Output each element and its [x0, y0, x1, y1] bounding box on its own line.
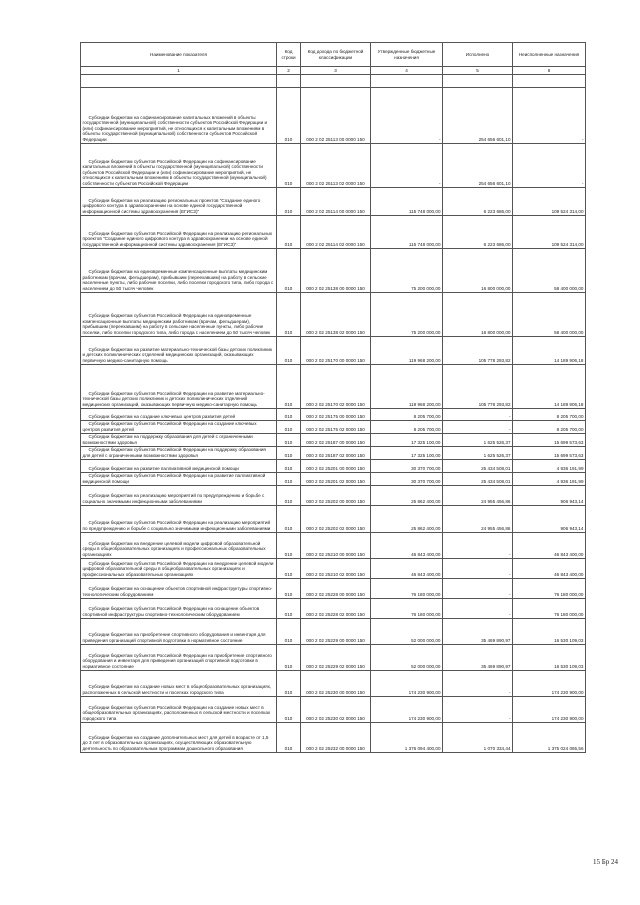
- report-page: [80, 42, 585, 753]
- header-unexecuted: Неисполненные назначения: [513, 43, 586, 67]
- row-executed: -: [443, 578, 513, 598]
- row-approved: 174 230 900,00: [371, 670, 443, 696]
- row-executed: 25 434 508,01: [443, 472, 513, 485]
- row-line-code: 010: [277, 644, 301, 670]
- row-name: Субсидии бюджетам на внедрение целевой модели цифровой образовательной среды в общеобразовательных организациях и профессиональных образовательных организациях: [81, 532, 277, 558]
- row-name: Субсидии бюджетам на создание ключевых центров развития детей: [81, 408, 277, 420]
- row-income-code: 000 2 02 25228 00 0000 150: [301, 578, 371, 598]
- row-line-code: 010: [277, 598, 301, 618]
- row-income-code: 000 2 02 25187 02 0000 150: [301, 446, 371, 459]
- header-name: Наименование показателя: [81, 43, 277, 67]
- row-line-code: 010: [277, 336, 301, 364]
- row-unexecuted: 906 943,14: [513, 505, 586, 532]
- row-income-code: 000 2 02 25228 02 0000 150: [301, 598, 371, 618]
- row-unexecuted: 109 524 314,00: [513, 215, 586, 248]
- row-executed: -: [443, 420, 513, 433]
- row-income-code: 000 2 02 25114 00 0000 150: [301, 187, 371, 215]
- table-row: [81, 618, 586, 644]
- row-unexecuted: 46 843 400,00: [513, 532, 586, 558]
- row-executed: 254 656 601,10: [443, 143, 513, 187]
- row-income-code: 000 2 02 25230 00 0000 150: [301, 670, 371, 696]
- spacer-row: [81, 75, 586, 87]
- row-name: Субсидии бюджетам на создание новых мест в общеобразовательных организациях, расположенных в сельской местности и поселках городского типа: [81, 670, 277, 696]
- row-line-code: 010: [277, 722, 301, 752]
- row-name: Субсидии бюджетам на поддержку образования для детей с ограниченными возможностями здоровья: [81, 433, 277, 446]
- row-line-code: 010: [277, 364, 301, 408]
- row-unexecuted: 906 943,14: [513, 485, 586, 505]
- table-row: [81, 187, 586, 215]
- page-number: 15 Бр 24: [592, 858, 618, 866]
- table-row: [81, 505, 586, 532]
- row-approved: 119 968 200,00: [371, 336, 443, 364]
- col-number: 2: [277, 67, 301, 75]
- col-number: 3: [301, 67, 371, 75]
- table-row: [81, 420, 586, 433]
- row-executed: 1 625 526,37: [443, 433, 513, 446]
- row-line-code: 010: [277, 459, 301, 472]
- col-number: 6: [513, 67, 586, 75]
- row-unexecuted: 14 189 906,18: [513, 364, 586, 408]
- table-row: [81, 722, 586, 752]
- row-approved: 75 200 000,00: [371, 292, 443, 336]
- row-executed: 6 223 686,00: [443, 187, 513, 215]
- row-executed: 6 223 686,00: [443, 215, 513, 248]
- row-name: Субсидии бюджетам на развитие материально-технической базы детских поликлиник и детских поликлинических отделений медицинских организаций, оказывающих первичную медико-санитарную помощь: [81, 336, 277, 364]
- row-line-code: 010: [277, 670, 301, 696]
- row-unexecuted: 109 524 314,00: [513, 187, 586, 215]
- row-executed: -: [443, 558, 513, 578]
- row-line-code: 010: [277, 87, 301, 143]
- row-unexecuted: 15 699 573,63: [513, 433, 586, 446]
- col-number: 5: [443, 67, 513, 75]
- col-number: 1: [81, 67, 277, 75]
- header-line-code: Код строки: [277, 43, 301, 67]
- table-row: [81, 433, 586, 446]
- row-approved: 46 843 400,00: [371, 558, 443, 578]
- row-income-code: 000 2 02 25175 00 0000 150: [301, 408, 371, 420]
- row-income-code: 000 2 02 25230 02 0000 150: [301, 696, 371, 722]
- row-approved: 17 325 100,00: [371, 446, 443, 459]
- row-executed: 24 955 456,86: [443, 505, 513, 532]
- row-executed: 16 800 000,00: [443, 248, 513, 292]
- row-name: Субсидии бюджетам на приобретение спортивного оборудования и инвентаря для приведения организаций спортивной подготовки в нормативное состояние: [81, 618, 277, 644]
- row-line-code: 010: [277, 433, 301, 446]
- row-unexecuted: 58 400 000,00: [513, 292, 586, 336]
- row-approved: 52 000 000,00: [371, 644, 443, 670]
- header-income-code: Код дохода по бюджетной классификации: [301, 43, 371, 67]
- table-row: [81, 558, 586, 578]
- row-approved: 8 205 700,00: [371, 408, 443, 420]
- row-line-code: 010: [277, 505, 301, 532]
- row-unexecuted: 46 843 400,00: [513, 558, 586, 578]
- row-approved: 76 180 000,00: [371, 578, 443, 598]
- row-approved: -: [371, 87, 443, 143]
- spacer-cell: [277, 75, 301, 87]
- row-income-code: 000 2 02 25210 00 0000 150: [301, 532, 371, 558]
- row-executed: 24 955 456,86: [443, 485, 513, 505]
- row-line-code: 010: [277, 420, 301, 433]
- row-unexecuted: 1 375 024 065,56: [513, 722, 586, 752]
- table-row: [81, 696, 586, 722]
- row-approved: 30 370 700,00: [371, 472, 443, 485]
- row-line-code: 010: [277, 143, 301, 187]
- row-executed: -: [443, 670, 513, 696]
- row-unexecuted: 15 699 573,63: [513, 446, 586, 459]
- row-approved: 30 370 700,00: [371, 459, 443, 472]
- row-line-code: 010: [277, 532, 301, 558]
- row-income-code: 000 2 02 25229 00 0000 150: [301, 618, 371, 644]
- row-name: Субсидии бюджетам субъектов Российской Федерации на поддержку образования для детей с ограниченными возможностями здоровья: [81, 446, 277, 459]
- row-income-code: 000 2 02 25114 02 0000 150: [301, 215, 371, 248]
- row-executed: 35 469 890,97: [443, 644, 513, 670]
- row-name: Субсидии бюджетам субъектов Российской Федерации на развитие материально-технической базы детских поликлиник и детских поликлинических отделений медицинских организаций, оказывающих первичную медико-санитарную помощь: [81, 364, 277, 408]
- row-executed: -: [443, 598, 513, 618]
- table-row: [81, 670, 586, 696]
- row-name: Субсидии бюджетам субъектов Российской Федерации на создание ключевых центров развития детей: [81, 420, 277, 433]
- row-unexecuted: 8 205 700,00: [513, 420, 586, 433]
- row-name: Субсидии бюджетам субъектов Российской Федерации на реализацию региональных проектов "Создание единого цифрового контура в здравоохранении на основе единой государственной информационной системы здравоохранения (ЕГИСЗ)": [81, 215, 277, 248]
- row-income-code: 000 2 02 25229 02 0000 150: [301, 644, 371, 670]
- row-executed: -: [443, 532, 513, 558]
- row-name: Субсидии бюджетам на софинансирование капитальных вложений в объекты государственной (муниципальной) собственности субъектов Российской Федерации и (или) софинансирование мероприятий, не относящихся к капитальным вложениям в объекты государственной (муниципальной) собственности субъектов Российской Федерации: [81, 87, 277, 143]
- row-unexecuted: 174 230 900,00: [513, 670, 586, 696]
- row-line-code: 010: [277, 292, 301, 336]
- row-name: Субсидии бюджетам на развитие паллиативной медицинской помощи: [81, 459, 277, 472]
- row-line-code: 010: [277, 485, 301, 505]
- column-number-row: [81, 67, 586, 75]
- row-executed: 1 625 526,37: [443, 446, 513, 459]
- row-income-code: 000 2 02 25202 00 0000 150: [301, 485, 371, 505]
- header-approved: Утвержденные бюджетные назначения: [371, 43, 443, 67]
- row-line-code: 010: [277, 558, 301, 578]
- row-unexecuted: 174 230 900,00: [513, 696, 586, 722]
- row-approved: 174 230 900,00: [371, 696, 443, 722]
- row-line-code: 010: [277, 696, 301, 722]
- row-name: Субсидии бюджетам субъектов Российской Федерации на внедрение целевой модели цифровой образовательной среды в общеобразовательных организациях и профессиональных образовательных организациях: [81, 558, 277, 578]
- spacer-cell: [443, 75, 513, 87]
- row-income-code: 000 2 02 25138 02 0000 150: [301, 292, 371, 336]
- row-unexecuted: 4 936 191,99: [513, 472, 586, 485]
- row-approved: 115 748 000,00: [371, 215, 443, 248]
- row-income-code: 000 2 02 25210 02 0000 150: [301, 558, 371, 578]
- table-row: [81, 459, 586, 472]
- spacer-cell: [81, 75, 277, 87]
- row-line-code: 010: [277, 215, 301, 248]
- row-approved: 1 376 094 400,00: [371, 722, 443, 752]
- row-line-code: 010: [277, 408, 301, 420]
- row-income-code: 000 2 02 25175 02 0000 150: [301, 420, 371, 433]
- row-executed: 105 778 293,82: [443, 336, 513, 364]
- row-name: Субсидии бюджетам субъектов Российской Федерации на софинансирование капитальных вложений в объекты государственной (муниципальной) собственности субъектов Российской Федерации и (или) софинансирование мероприятий, не относящихся к капитальным вложениям в объекты государственной (муниципальной) собственности субъектов Российской Федерации: [81, 143, 277, 187]
- row-income-code: 000 2 02 25232 00 0000 150: [301, 722, 371, 752]
- table-row: [81, 472, 586, 485]
- row-income-code: 000 2 02 25201 00 0000 150: [301, 459, 371, 472]
- table-row: [81, 143, 586, 187]
- row-unexecuted: 14 189 906,18: [513, 336, 586, 364]
- row-unexecuted: 76 180 000,00: [513, 578, 586, 598]
- table-row: [81, 292, 586, 336]
- row-income-code: 000 2 02 25201 02 0000 150: [301, 472, 371, 485]
- table-row: [81, 598, 586, 618]
- row-approved: 46 843 400,00: [371, 532, 443, 558]
- table-row: [81, 485, 586, 505]
- row-line-code: 010: [277, 578, 301, 598]
- spacer-cell: [513, 75, 586, 87]
- row-name: Субсидии бюджетам на создание дополнительных мест для детей в возрасте от 1,5 до 3 лет в образовательных организациях, осуществляющих образовательную деятельность по образовательным программам дошкольного образования: [81, 722, 277, 752]
- row-unexecuted: 58 400 000,00: [513, 248, 586, 292]
- row-name: Субсидии бюджетам субъектов Российской Федерации на реализацию мероприятий по предупреждению и борьбе с социально значимыми инфекционными заболеваниями: [81, 505, 277, 532]
- row-name: Субсидии бюджетам на реализацию мероприятий по предупреждению и борьбе с социально значимыми инфекционными заболеваниями: [81, 485, 277, 505]
- row-income-code: 000 2 02 25113 02 0000 150: [301, 143, 371, 187]
- table-row: [81, 87, 586, 143]
- row-approved: 52 000 000,00: [371, 618, 443, 644]
- row-approved: 76 180 000,00: [371, 598, 443, 618]
- row-unexecuted: 16 530 109,03: [513, 644, 586, 670]
- table-header-row: [81, 43, 586, 67]
- row-executed: 1 070 334,44: [443, 722, 513, 752]
- header-executed: Исполнено: [443, 43, 513, 67]
- row-unexecuted: 76 180 000,00: [513, 598, 586, 618]
- row-executed: 16 800 000,00: [443, 292, 513, 336]
- row-name: Субсидии бюджетам на единовременные компенсационные выплаты медицинским работникам (врачам, фельдшерам), прибывшим (переехавшим) на работу в сельские населенные пункты, либо рабочие поселки, либо поселки городского типа, либо города с населением до 50 тысяч человек: [81, 248, 277, 292]
- row-unexecuted: 4 936 191,99: [513, 459, 586, 472]
- row-line-code: 010: [277, 472, 301, 485]
- row-approved: -: [371, 143, 443, 187]
- row-income-code: 000 2 02 25170 02 0000 150: [301, 364, 371, 408]
- row-unexecuted: -: [513, 143, 586, 187]
- table-row: [81, 446, 586, 459]
- table-row: [81, 215, 586, 248]
- row-name: Субсидии бюджетам на оснащение объектов спортивной инфраструктуры спортивно-технологическим оборудованием: [81, 578, 277, 598]
- row-name: Субсидии бюджетам субъектов Российской Федерации на приобретение спортивного оборудования и инвентаря для приведения организаций спортивной подготовки в нормативное состояние: [81, 644, 277, 670]
- row-unexecuted: 16 530 109,03: [513, 618, 586, 644]
- table-row: [81, 248, 586, 292]
- row-approved: 17 325 100,00: [371, 433, 443, 446]
- spacer-cell: [371, 75, 443, 87]
- row-approved: 8 205 700,00: [371, 420, 443, 433]
- row-unexecuted: -: [513, 87, 586, 143]
- table-body: [81, 87, 586, 752]
- table-row: [81, 578, 586, 598]
- row-name: Субсидии бюджетам на реализацию региональных проектов "Создание единого цифрового контура в здравоохранении на основе единой государственной информационной системы здравоохранения (ЕГИСЗ)": [81, 187, 277, 215]
- row-executed: 254 656 601,10: [443, 87, 513, 143]
- row-line-code: 010: [277, 187, 301, 215]
- row-unexecuted: 8 205 700,00: [513, 408, 586, 420]
- row-executed: 35 469 890,97: [443, 618, 513, 644]
- row-approved: 75 200 000,00: [371, 248, 443, 292]
- row-approved: 119 968 200,00: [371, 364, 443, 408]
- row-line-code: 010: [277, 446, 301, 459]
- row-executed: -: [443, 696, 513, 722]
- row-line-code: 010: [277, 618, 301, 644]
- table-row: [81, 364, 586, 408]
- row-income-code: 000 2 02 25170 00 0000 150: [301, 336, 371, 364]
- row-income-code: 000 2 02 25138 00 0000 150: [301, 248, 371, 292]
- row-executed: 25 434 508,01: [443, 459, 513, 472]
- row-executed: -: [443, 408, 513, 420]
- row-income-code: 000 2 02 25113 00 0000 150: [301, 87, 371, 143]
- row-approved: 25 862 400,00: [371, 485, 443, 505]
- row-name: Субсидии бюджетам субъектов Российской Федерации на развитие паллиативной медицинской помощи: [81, 472, 277, 485]
- spacer-cell: [301, 75, 371, 87]
- table-row: [81, 532, 586, 558]
- row-income-code: 000 2 02 25202 02 0000 150: [301, 505, 371, 532]
- table-row: [81, 336, 586, 364]
- row-line-code: 010: [277, 248, 301, 292]
- income-table: [80, 42, 586, 753]
- row-approved: 115 748 000,00: [371, 187, 443, 215]
- col-number: 4: [371, 67, 443, 75]
- row-name: Субсидии бюджетам субъектов Российской Федерации на создание новых мест в общеобразовательных организациях, расположенных в сельской местности и поселках городского типа: [81, 696, 277, 722]
- row-income-code: 000 2 02 25187 00 0000 150: [301, 433, 371, 446]
- table-row: [81, 644, 586, 670]
- row-name: Субсидии бюджетам субъектов Российской Федерации на оснащение объектов спортивной инфраструктуры спортивно-технологическим оборудованием: [81, 598, 277, 618]
- row-name: Субсидии бюджетам субъектов Российской Федерации на единовременные компенсационные выплаты медицинским работникам (врачам, фельдшерам), прибывшим (переехавшим) на работу в сельские населенные пункты, либо рабочие поселки, либо поселки городского типа, либо города с населением до 50 тысяч человек: [81, 292, 277, 336]
- row-executed: 105 778 293,82: [443, 364, 513, 408]
- table-row: [81, 408, 586, 420]
- row-approved: 25 862 400,00: [371, 505, 443, 532]
